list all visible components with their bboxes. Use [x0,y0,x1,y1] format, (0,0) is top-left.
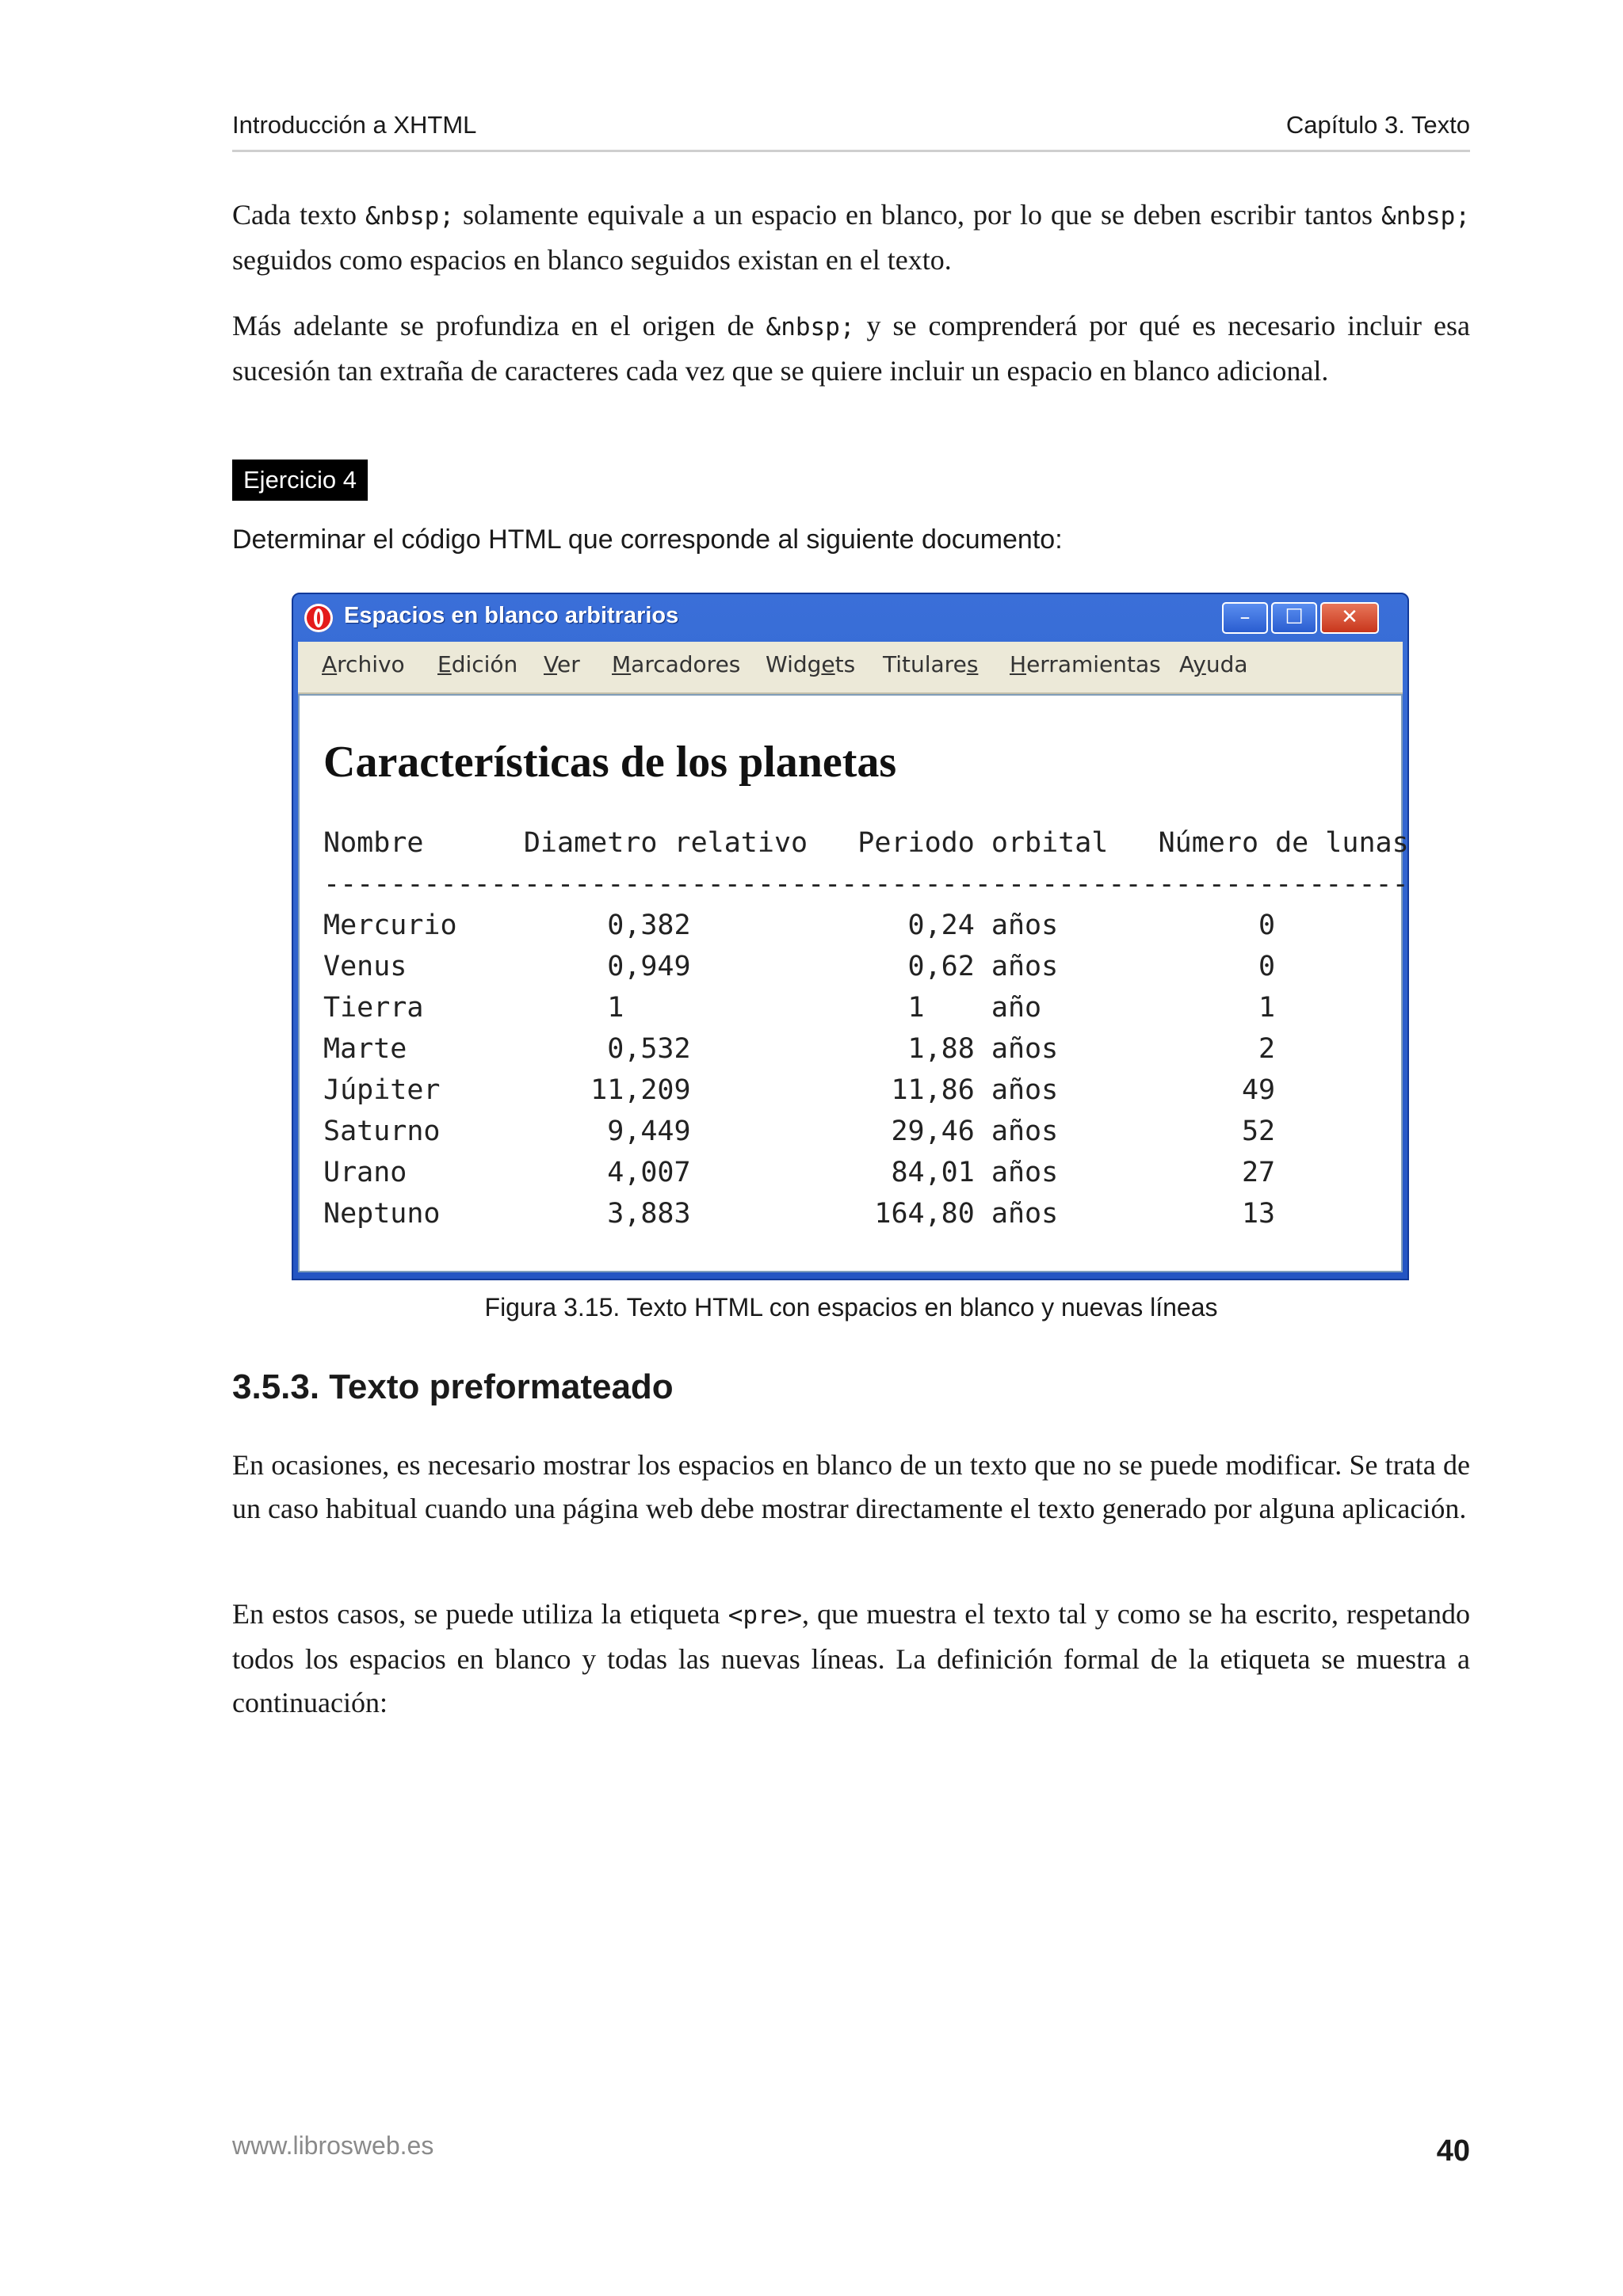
text-run: Cada texto [232,199,366,231]
menu-titulares: Titulares [883,651,979,677]
browser-content-area [298,694,1409,1272]
window-title: Espacios en blanco arbitrarios [344,603,679,628]
menu-marcadores: Marcadores [612,651,741,677]
figure-caption: Figura 3.15. Texto HTML con espacios en blanco y nuevas líneas [484,1293,1218,1322]
window-titlebar [293,594,1407,642]
book-title: Introducción a XHTML [232,111,477,139]
opera-logo-icon [304,604,333,632]
inline-code: &nbsp; [766,313,855,341]
close-icon: ✕ [1320,602,1379,634]
inline-code: <pre> [727,1601,803,1630]
text-run: y se comprenderá por qué es necesario incluir esa sucesión tan extraña de caracteres cada vez que se quiere incluir un espacio en blanco adicional. [232,310,1470,387]
menu-edicion: Edición [437,651,518,677]
inline-code: &nbsp; [1381,202,1471,231]
planets-heading: Características de los planetas [323,738,897,787]
section-heading: 3.5.3. Texto preformateado [232,1367,674,1406]
exercise-instructions: Determinar el código HTML que corresponde al siguiente documento: [232,524,1063,555]
chapter-title: Capítulo 3. Texto [1285,111,1470,139]
menu-widgets: Widgets [766,651,856,677]
text-run: En estos casos, se puede utiliza la etiqueta [232,1598,728,1630]
inline-code: &nbsp; [365,202,454,231]
footer-url: www.librosweb.es [232,2131,434,2160]
paragraph-nbsp-usage [232,193,1470,282]
exercise-label: Ejercicio 4 [232,460,368,501]
maximize-icon: ☐ [1271,602,1317,634]
paragraph-nbsp-origin [232,304,1470,393]
text-run: Más adelante se profundiza en el origen de [232,310,766,341]
minimize-icon: – [1222,602,1268,634]
menu-archivo: Archivo [322,651,405,677]
menu-ayuda: Ayuda [1179,651,1248,677]
browser-menubar [298,642,1403,694]
text-run: solamente equivale a un espacio en blanco, por lo que se deben escribir tantos [454,199,1382,231]
menu-herramientas: Herramientas [1010,651,1161,677]
text-run: , que muestra el texto tal y como se ha escrito, respetando todos los espacios en blanco y todas las nuevas líneas. La definición formal de la etiqueta se muestra a continuación: [232,1598,1470,1718]
browser-window-screenshot [292,593,1409,1280]
page-number: 40 [1436,2134,1470,2168]
text-run: seguidos como espacios en blanco seguidos existan en el texto. [232,244,952,276]
paragraph-pre-tag [232,1592,1470,1725]
running-header [232,108,1470,152]
paragraph-preformatted-intro: En ocasiones, es necesario mostrar los espacios en blanco de un texto que no se puede modificar. Se trata de un caso habitual cuando una página web debe mostrar directamente el texto generado por alguna aplicación. [232,1449,1470,1524]
menu-ver: Ver [544,651,580,677]
planets-preformatted-table: Nombre Diametro relativo Periodo orbital Número de lunas ----------------------------------------------------------------- Mercurio 0,382 0,24 años 0 Venus 0,949 0,62 años 0 Tierra 1 1 año 1 Marte 0,532 1,88 años 2 Júpiter 11,209 11,86 años 49 Saturno 9,449 29,46 años 52 Urano 4,007 84,01 años 27 Neptuno 3,883 164,80 años 13 [323,827,1409,1230]
